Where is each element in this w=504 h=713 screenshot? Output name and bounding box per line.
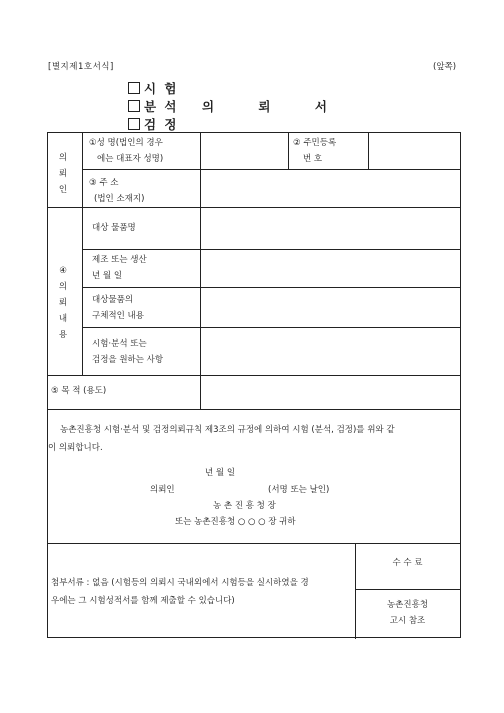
requester-signature-field[interactable]	[185, 481, 265, 495]
checkbox-icon[interactable]	[128, 82, 140, 94]
purpose-label: ⑤ 목 적 (용도)	[51, 386, 107, 396]
requested-items-field[interactable]	[200, 327, 460, 373]
fee-note: 농촌진흥청 고시 참조	[386, 600, 429, 626]
item-name-label: 대상 물품명	[92, 223, 136, 233]
page-side: (앞쪽)	[433, 62, 457, 72]
title-option-analysis[interactable]	[128, 97, 179, 115]
title-option-label: 시 험	[144, 81, 179, 96]
item-name-field[interactable]	[200, 208, 460, 248]
form-number: [별지제1호서식]	[48, 62, 114, 72]
applicant-section-label: 의 뢰 인	[58, 153, 68, 195]
address-label: ③ 주 소 (법인 소재지)	[89, 178, 145, 204]
signature-note: (서명 또는 날인)	[268, 485, 330, 495]
checkbox-icon[interactable]	[128, 118, 140, 130]
title-option-inspection[interactable]	[128, 115, 179, 133]
alt-recipient: 또는 농촌진흥청 ○ ○ ○ 장 귀하	[175, 517, 296, 527]
production-date-label: 제조 또는 생산 년 월 일	[92, 255, 147, 281]
address-field[interactable]	[200, 169, 460, 205]
title-option-label: 분 석	[144, 99, 179, 114]
purpose-field[interactable]	[200, 375, 460, 407]
title-option-test[interactable]	[128, 79, 179, 97]
page-title: 의 뢰 서	[202, 99, 347, 114]
requested-items-label: 시험·분석 또는 검정을 원하는 사항	[92, 339, 164, 365]
name-label: ①성 명(법인의 경우 에는 대표자 성명)	[89, 138, 164, 164]
production-date-field[interactable]	[200, 250, 460, 286]
fee-label: 수 수 료	[392, 558, 423, 568]
requester-label: 의뢰인	[150, 485, 175, 495]
declaration-date: 년 월 일	[205, 468, 236, 478]
item-detail-label: 대상물품의 구체적인 내용	[92, 295, 144, 321]
attachments-note: 첨부서류 : 없음 (시험등의 의뢰시 국내외에서 시험등을 실시하였을 경 우에는 그 시험성적서를 함께 제출할 수 있습니다)	[51, 578, 309, 606]
title-option-label: 검 정	[144, 117, 179, 132]
checkbox-icon[interactable]	[128, 100, 140, 112]
declaration-text: 농촌진흥청 시험·분석 및 검정의뢰규칙 제3조의 규정에 의하여 시험 (분석, 검정)를 위와 같 이 의뢰합니다.	[48, 425, 395, 453]
recipient: 농 촌 진 흥 청 장	[213, 501, 276, 511]
name-field[interactable]	[200, 133, 287, 168]
id-number-label: ② 주민등록 번 호	[293, 138, 337, 164]
item-detail-field[interactable]	[200, 287, 460, 325]
id-number-field[interactable]	[368, 133, 460, 168]
request-section-label: ④ 의 뢰 내 용	[58, 266, 68, 340]
